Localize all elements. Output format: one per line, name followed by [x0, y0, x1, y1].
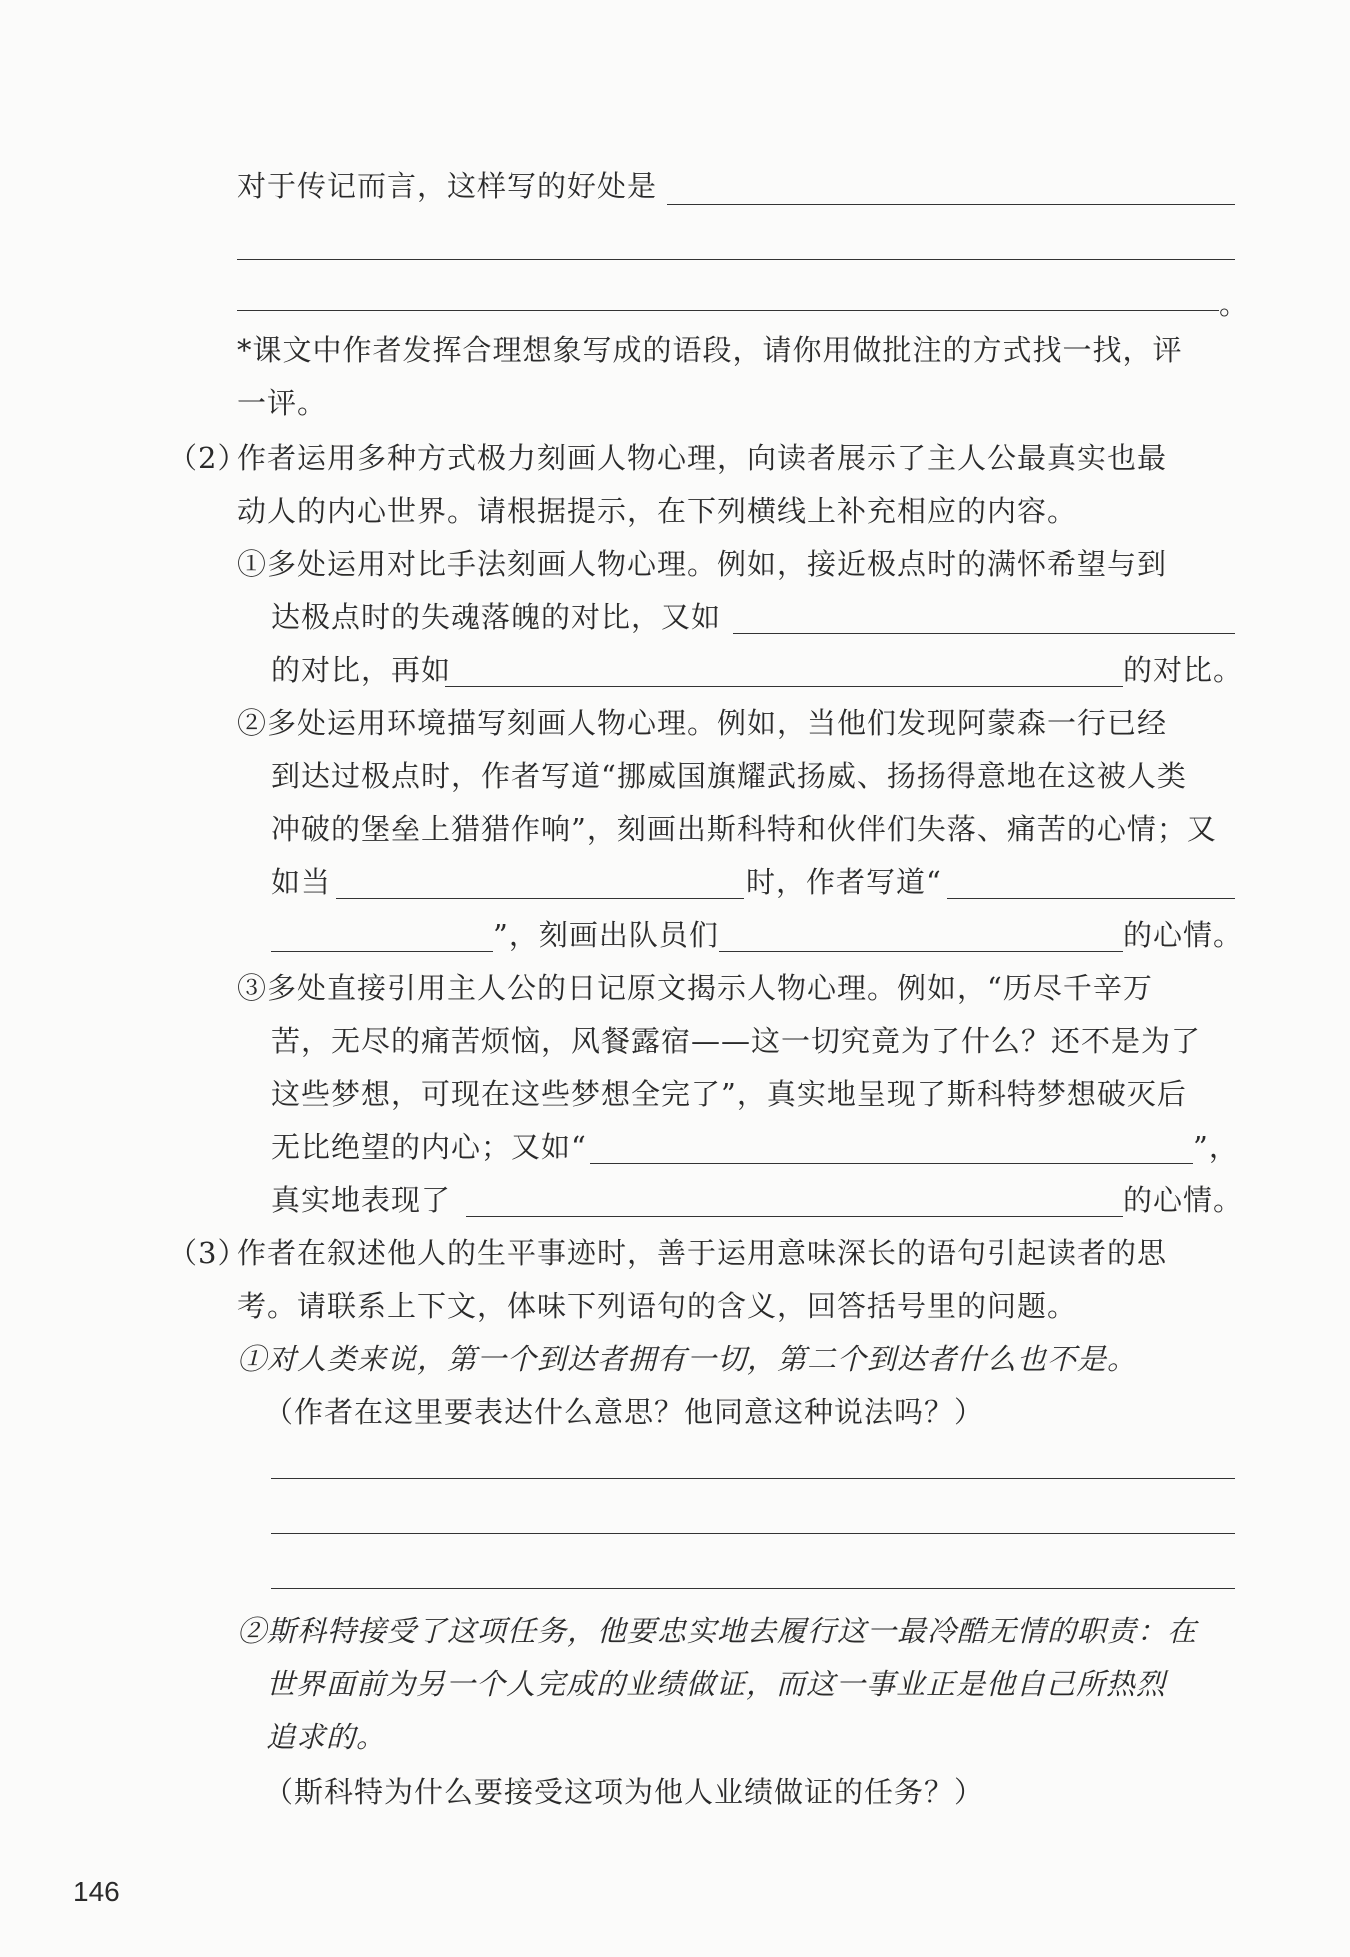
q3-item1-question: （作者在这里要表达什么意思？他同意这种说法吗？）: [264, 1395, 985, 1429]
q2-item1-line2: 达极点时的失魂落魄的对比，又如: [271, 600, 722, 634]
benefit-prompt: 对于传记而言，这样写的好处是: [237, 169, 658, 203]
answer-line[interactable]: [719, 951, 1123, 952]
page-number: 146: [73, 1876, 120, 1907]
q2-item3-line4-suffix: ”，: [1193, 1130, 1239, 1164]
q3-item2-question: （斯科特为什么要接受这项为他人业绩做证的任务？）: [264, 1775, 985, 1809]
answer-line[interactable]: [336, 898, 744, 899]
q2-item2-line4-mid: 时，作者写道“: [746, 865, 942, 899]
q2-item3-line5-prefix: 真实地表现了: [271, 1183, 452, 1217]
answer-line[interactable]: [237, 259, 1235, 260]
answer-line[interactable]: [667, 204, 1235, 205]
q2-item3-line1: ③多处直接引用主人公的日记原文揭示人物心理。例如，“历尽千辛万: [237, 971, 1153, 1005]
q3-item2-quote-line1: ②斯科特接受了这项任务，他要忠实地去履行这一最冷酷无情的职责：在: [237, 1614, 1198, 1648]
q2-item3-line4-prefix: 无比绝望的内心；又如“: [271, 1130, 587, 1164]
answer-line[interactable]: [947, 898, 1235, 899]
q3-label: （3）: [168, 1236, 248, 1270]
answer-line[interactable]: [445, 686, 1123, 687]
q3-intro-line1: 作者在叙述他人的生平事迹时，善于运用意味深长的语句引起读者的思: [237, 1236, 1168, 1270]
answer-line[interactable]: [271, 1478, 1235, 1479]
annotation-task-line1: *课文中作者发挥合理想象写成的语段，请你用做批注的方式找一找，评: [237, 333, 1183, 367]
q2-item1-line3-suffix: 的对比。: [1123, 653, 1244, 687]
q3-intro-line2: 考。请联系上下文，体味下列语句的含义，回答括号里的问题。: [237, 1289, 1078, 1323]
q2-item2-line4-prefix: 如当: [271, 865, 332, 899]
q2-item2-line1: ②多处运用环境描写刻画人物心理。例如，当他们发现阿蒙森一行已经: [237, 706, 1168, 740]
q2-intro-line2: 动人的内心世界。请根据提示，在下列横线上补充相应的内容。: [237, 494, 1078, 528]
q2-item3-line2: 苦，无尽的痛苦烦恼，风餐露宿——这一切究竟为了什么？还不是为了: [271, 1024, 1202, 1058]
q2-intro-line1: 作者运用多种方式极力刻画人物心理，向读者展示了主人公最真实也最: [237, 441, 1168, 475]
answer-line[interactable]: [590, 1163, 1193, 1164]
q2-item2-line2: 到达过极点时，作者写道“挪威国旗耀武扬威、扬扬得意地在这被人类: [271, 759, 1187, 793]
q2-item2-line3: 冲破的堡垒上猎猎作响”，刻画出斯科特和伙伴们失落、痛苦的心情；又: [271, 812, 1217, 846]
q2-item3-line5-suffix: 的心情。: [1123, 1183, 1244, 1217]
period-mark: 。: [1219, 287, 1250, 321]
answer-line[interactable]: [237, 310, 1219, 311]
q2-label: （2）: [168, 441, 248, 475]
q2-item2-line5-suffix: 的心情。: [1123, 918, 1244, 952]
q2-item1-line1: ①多处运用对比手法刻画人物心理。例如，接近极点时的满怀希望与到: [237, 547, 1168, 581]
q2-item1-line3-prefix: 的对比，再如: [271, 653, 452, 687]
answer-line[interactable]: [733, 633, 1235, 634]
q3-item1-quote: ①对人类来说，第一个到达者拥有一切，第二个到达者什么也不是。: [237, 1342, 1138, 1376]
answer-line[interactable]: [271, 1533, 1235, 1534]
q3-item2-quote-line3: 追求的。: [266, 1720, 387, 1754]
annotation-task-line2: 一评。: [237, 386, 328, 420]
answer-line[interactable]: [271, 951, 493, 952]
q2-item3-line3: 这些梦想，可现在这些梦想全完了”，真实地呈现了斯科特梦想破灭后: [271, 1077, 1187, 1111]
answer-line[interactable]: [466, 1216, 1123, 1217]
answer-line[interactable]: [271, 1588, 1235, 1589]
q3-item2-quote-line2: 世界面前为另一个人完成的业绩做证，而这一事业正是他自己所热烈: [266, 1667, 1167, 1701]
q2-item2-line5-mid: ”，刻画出队员们: [493, 918, 719, 952]
